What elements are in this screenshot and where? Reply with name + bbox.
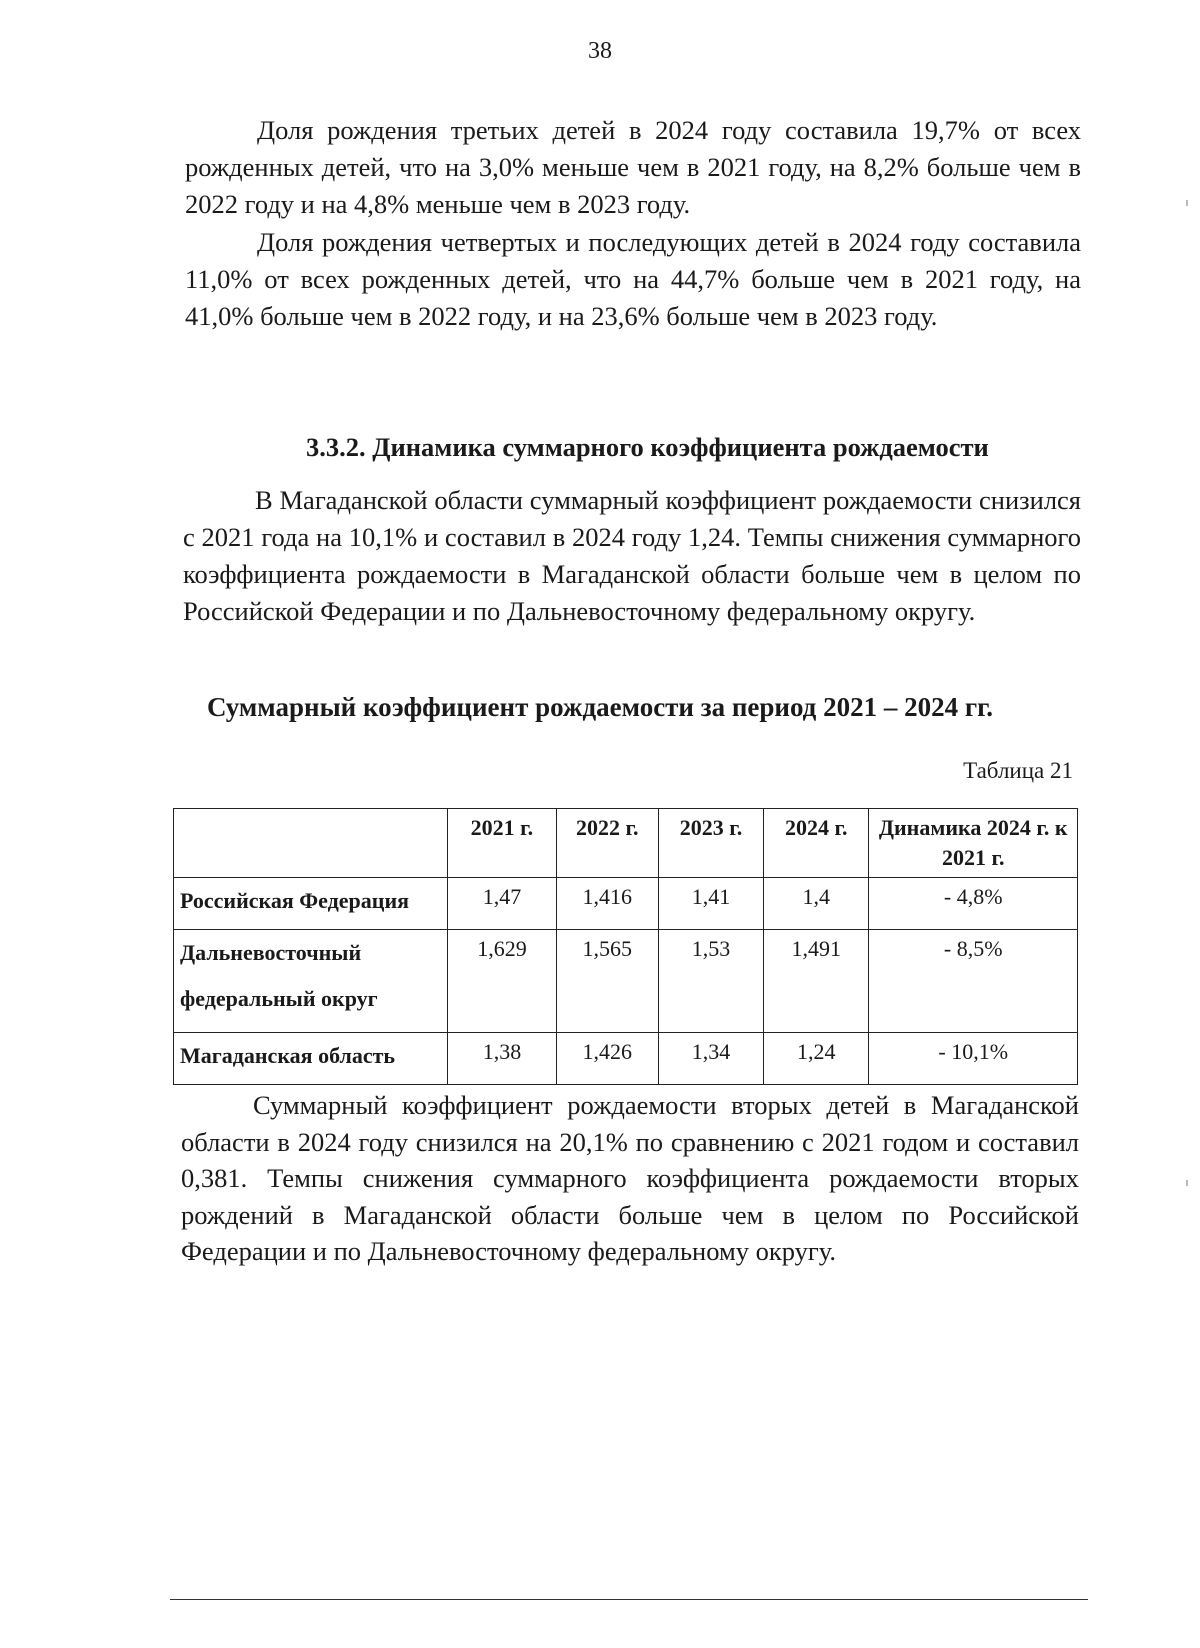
table-header-row	[174, 809, 1078, 878]
cell-2023: 1,53	[658, 930, 763, 1033]
cell-2022: 1,426	[556, 1033, 658, 1085]
page-number: 38	[588, 38, 612, 64]
table-title: Суммарный коэффициент рождаемости за период 2021 – 2024 гг.	[206, 692, 994, 722]
fertility-rate-table	[173, 808, 1078, 1085]
cell-2021: 1,629	[448, 930, 556, 1033]
table-header-dynamics: Динамика 2024 г. к 2021 г.	[869, 809, 1078, 878]
cell-2024: 1,4	[764, 878, 869, 930]
section-heading: 3.3.2. Динамика суммарного коэффициента рождаемости	[306, 432, 989, 462]
cell-change: - 10,1%	[869, 1033, 1078, 1085]
scan-artifact	[1186, 200, 1188, 206]
paragraph-second-children-tfr: Суммарный коэффициент рождаемости вторых детей в Магаданской области в 2024 году снизился на 20,1% по сравнению с 2021 годом и составил 0,381. Темпы снижения суммарного коэффициента рождаемости вторых рождений в Магаданской области больше чем в целом по Российской Федерации и по Дальневосточному федеральному округу.	[181, 1090, 1079, 1266]
cell-change: - 8,5%	[869, 930, 1078, 1033]
paragraph-tfr-magadan: В Магаданской области суммарный коэффициент рождаемости снизился с 2021 года на 10,1% и составил в 2024 году 1,24. Темпы снижения суммарного коэффициента рождаемости в Магаданской области больше чем в целом по Российской Федерации и по Дальневосточному федеральному округу.	[183, 485, 1081, 626]
cell-2023: 1,34	[658, 1033, 763, 1085]
row-name: Магаданская область	[174, 1033, 448, 1085]
table-label: Таблица 21	[963, 758, 1073, 783]
row-name: Российская Федерация	[174, 878, 448, 930]
paragraph-fourth-children-share: Доля рождения четвертых и последующих детей в 2024 году составила 11,0% от всех рожденных детей, что на 44,7% больше чем в 2021 году, на 41,0% больше чем в 2022 году, и на 23,6% больше чем в 2023 году.	[185, 227, 1081, 331]
cell-2021: 1,38	[448, 1033, 556, 1085]
table-row	[174, 930, 1078, 1033]
cell-2024: 1,24	[764, 1033, 869, 1085]
paragraph-third-children-share: Доля рождения третьих детей в 2024 году составила 19,7% от всех рожденных детей, что на 3,0% меньше чем в 2021 году, на 8,2% больше чем в 2022 году и на 4,8% меньше чем в 2023 году.	[185, 115, 1081, 219]
cell-change: - 4,8%	[869, 878, 1078, 930]
scan-artifact	[1186, 1180, 1188, 1186]
cell-2023: 1,41	[658, 878, 763, 930]
cell-2022: 1,416	[556, 878, 658, 930]
table-row	[174, 878, 1078, 930]
cell-2024: 1,491	[764, 930, 869, 1033]
table-header-2021: 2021 г.	[448, 809, 556, 878]
table-header-2024: 2024 г.	[764, 809, 869, 878]
row-name: Дальневосточный федеральный округ	[174, 930, 448, 1033]
table-row	[174, 1033, 1078, 1085]
cell-2021: 1,47	[448, 878, 556, 930]
cell-2022: 1,565	[556, 930, 658, 1033]
table-header-blank	[174, 809, 448, 878]
table-header-2023: 2023 г.	[658, 809, 763, 878]
table-header-2022: 2022 г.	[556, 809, 658, 878]
footer-divider	[170, 1599, 1088, 1600]
